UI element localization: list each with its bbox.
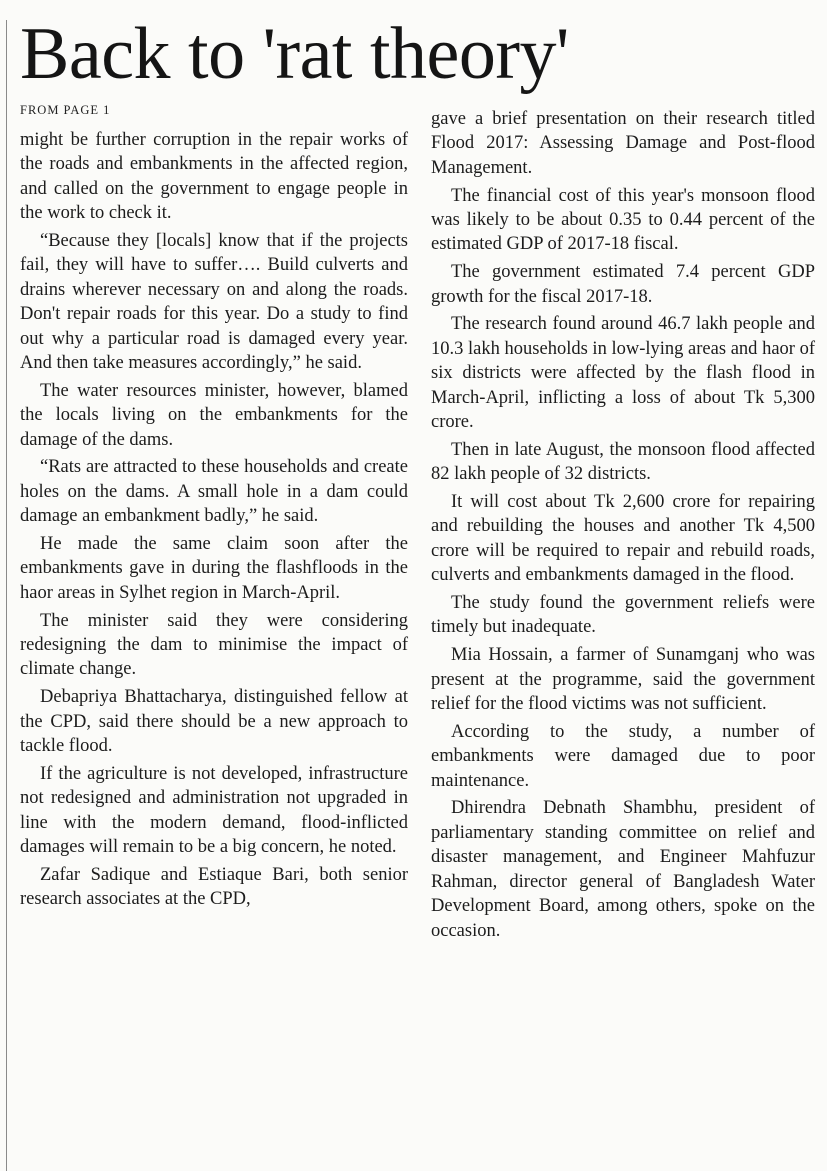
paragraph: It will cost about Tk 2,600 crore for repairing and rebuilding the houses and another Tk 4,500 crore will be required to repair and rebuild roads, culverts and embankments damaged in the flood. — [431, 492, 815, 586]
paragraph: Then in late August, the monsoon flood affected 82 lakh people of 32 districts. — [431, 439, 815, 485]
paragraph: The research found around 46.7 lakh people and 10.3 lakh households in low-lying areas and haor of six districts were affected by the flash flood in March-April, inflicting a loss of about Tk 5,300 crore. — [431, 314, 815, 433]
paragraph: The minister said they were considering redesigning the dam to minimise the impact of climate change. — [20, 610, 408, 680]
right-column — [431, 107, 815, 946]
paragraph: Zafar Sadique and Estiaque Bari, both senior research associates at the CPD, — [20, 864, 408, 910]
paragraph: The water resources minister, however, blamed the locals living on the embankments for the damage of the dams. — [20, 380, 408, 450]
paragraph: The study found the government reliefs were timely but inadequate. — [431, 593, 815, 638]
headline: Back to 'rat theory' — [20, 13, 569, 95]
paragraph: The financial cost of this year's monsoon flood was likely to be about 0.35 to 0.44 percent of the estimated GDP of 2017-18 fiscal. — [431, 185, 815, 255]
paragraph: gave a brief presentation on their research titled Flood 2017: Assessing Damage and Post-flood Management. — [431, 109, 815, 178]
paragraph: might be further corruption in the repair works of the roads and embankments in the affected region, and called on the government to engage people in the work to check it. — [20, 130, 408, 224]
column-rule — [6, 20, 7, 1171]
continuation-label: FROM PAGE 1 — [20, 103, 111, 117]
paragraph: “Because they [locals] know that if the projects fail, they will have to suffer…. Build culverts and drains wherever necessary on and along the roads. Don't repair roads for this year. Do a study to find out why a particular road is damaged every year. And then take measures accordingly,” he said. — [20, 231, 408, 374]
paragraph: “Rats are attracted to these households and create holes on the dams. A small hole in a dam could damage an embankment badly,” he said. — [20, 457, 408, 527]
left-column — [20, 128, 408, 915]
paragraph: Mia Hossain, a farmer of Sunamganj who was present at the programme, said the government relief for the flood victims was not sufficient. — [431, 645, 815, 715]
paragraph: Debapriya Bhattacharya, distinguished fellow at the CPD, said there should be a new approach to tackle flood. — [20, 687, 408, 757]
paragraph: He made the same claim soon after the embankments gave in during the flashfloods in the haor areas in Sylhet region in March-April. — [20, 534, 408, 603]
paragraph: If the agriculture is not developed, infrastructure not redesigned and administration not upgraded in line with the modern demand, flood-inflicted damages will remain to be a big concern, he noted. — [20, 763, 408, 858]
paragraph: The government estimated 7.4 percent GDP growth for the fiscal 2017-18. — [431, 262, 815, 307]
paragraph: Dhirendra Debnath Shambhu, president of parliamentary standing committee on relief and disaster management, and Engineer Mahfuzur Rahman, director general of Bangladesh Water Development Board, among others, spoke on the occasion. — [431, 798, 815, 941]
paragraph: According to the study, a number of embankments were damaged due to poor maintenance. — [431, 721, 815, 791]
